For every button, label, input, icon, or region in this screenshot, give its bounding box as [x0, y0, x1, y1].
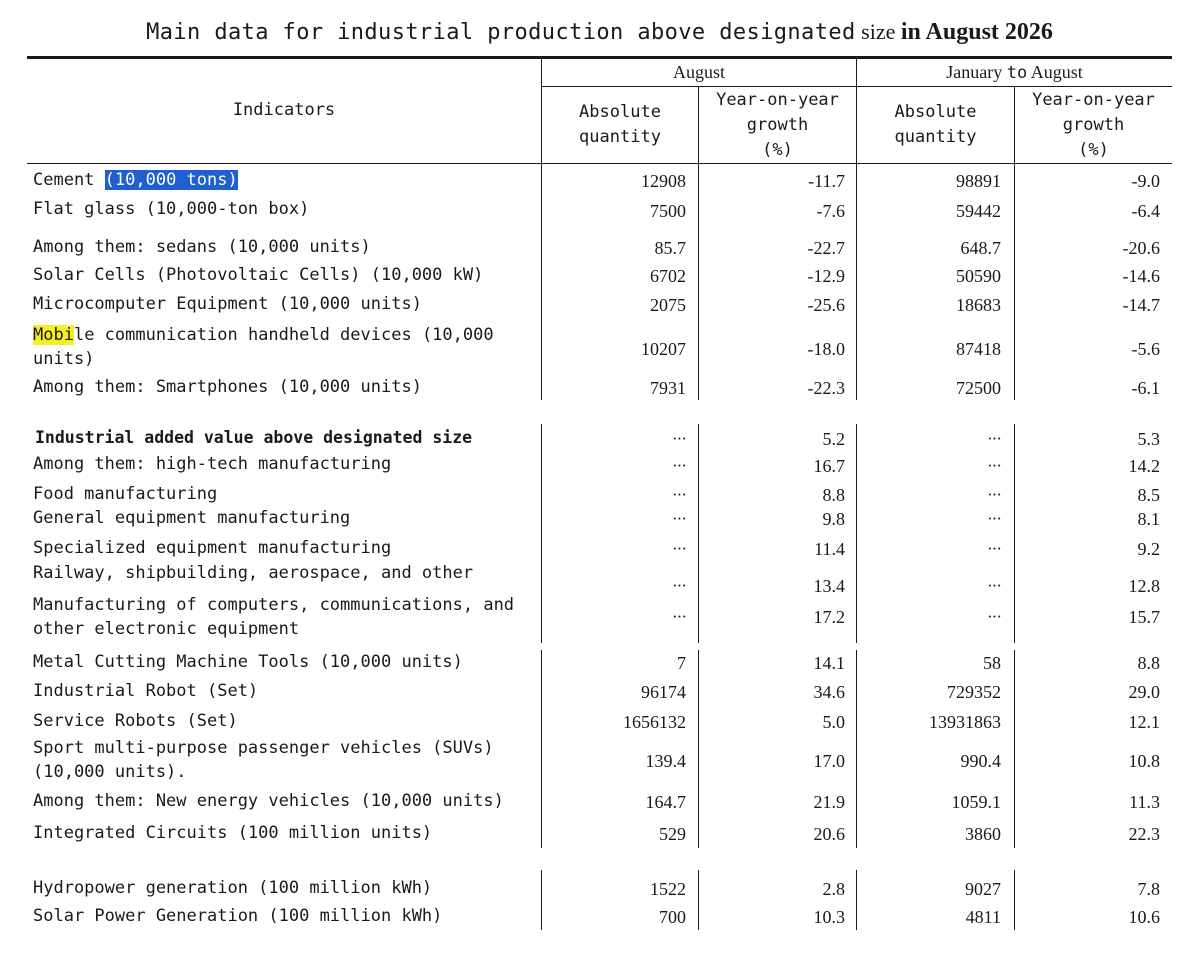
row-label-integrated-circuits[interactable]: Integrated Circuits (100 million units)	[33, 823, 433, 843]
aug-yoy-header-line1: Year-on-year	[716, 90, 839, 110]
row-label-general-equipment[interactable]: General equipment manufacturing	[33, 508, 351, 528]
aug-yoy-header	[699, 88, 856, 163]
cell-aug-yoy: 5.2	[822, 429, 845, 449]
title-part2: size	[861, 19, 896, 44]
cell-ytd-yoy: 5.3	[1137, 429, 1160, 449]
cell-aug-yoy: -22.3	[807, 378, 845, 398]
cell-aug-abs: ···	[672, 509, 686, 528]
cell-aug-abs: 164.7	[645, 792, 686, 812]
cell-ytd-yoy: 8.5	[1137, 485, 1160, 505]
cell-aug-yoy: -22.7	[807, 238, 845, 258]
cell-aug-yoy: 8.8	[822, 485, 845, 505]
cell-ytd-abs: 87418	[956, 339, 1001, 359]
cell-aug-yoy: -25.6	[807, 295, 845, 315]
cell-aug-yoy: 10.3	[813, 907, 845, 927]
cell-ytd-abs: 58	[983, 653, 1001, 673]
cell-aug-yoy: 11.4	[814, 539, 845, 559]
body-vline-a-block1	[541, 164, 542, 400]
cell-ytd-yoy: 12.1	[1128, 712, 1160, 732]
aug-yoy-header-line2: growth	[746, 115, 809, 135]
row-label-mobile-rest: le communication handheld devices (10,000 units)	[33, 325, 494, 369]
cell-ytd-abs: 98891	[956, 171, 1001, 191]
cell-aug-yoy: 17.0	[813, 751, 845, 771]
cell-ytd-yoy: 9.2	[1137, 539, 1160, 559]
body-vline-b-block1	[698, 164, 699, 400]
cell-ytd-abs: 18683	[956, 295, 1001, 315]
row-label-industrial-added-value[interactable]: Industrial added value above designated size	[35, 428, 473, 447]
title-part1: Main data for industrial production above designated	[146, 20, 856, 45]
body-vline-d-block2	[1014, 424, 1015, 643]
cell-aug-abs: ···	[672, 456, 686, 475]
cell-aug-yoy: 2.8	[822, 879, 845, 899]
cell-ytd-abs: ···	[987, 485, 1001, 504]
row-label-smartphones[interactable]: Among them: Smartphones (10,000 units)	[33, 377, 422, 397]
cell-ytd-abs: 648.7	[960, 238, 1001, 258]
cell-ytd-abs: ···	[987, 576, 1001, 595]
row-label-microcomputer[interactable]: Microcomputer Equipment (10,000 units)	[33, 294, 422, 314]
ytd-abs-header-line2: quantity	[894, 127, 977, 147]
row-label-specialized-equipment[interactable]: Specialized equipment manufacturing	[33, 538, 392, 558]
body-vline-a-block3	[541, 650, 542, 848]
body-vline-d-block4	[1014, 870, 1015, 930]
row-label-hydropower[interactable]: Hydropower generation (100 million kWh)	[33, 878, 433, 898]
cell-aug-yoy: 13.4	[813, 576, 845, 596]
body-vline-b-block4	[698, 870, 699, 930]
cell-ytd-yoy: 10.6	[1128, 907, 1160, 927]
row-label-solar-power[interactable]: Solar Power Generation (100 million kWh)	[33, 906, 443, 926]
row-label-industrial-robot[interactable]: Industrial Robot (Set)	[33, 681, 259, 701]
cell-ytd-abs: 3860	[965, 824, 1001, 844]
body-vline-b-block3	[698, 650, 699, 848]
cell-ytd-yoy: -14.6	[1122, 266, 1160, 286]
body-vline-c-block4	[856, 870, 857, 930]
cell-ytd-yoy: -20.6	[1122, 238, 1160, 258]
body-vline-a-block4	[541, 870, 542, 930]
ytd-yoy-header-line1: Year-on-year	[1032, 90, 1155, 110]
cell-aug-abs: 7931	[650, 378, 686, 398]
cell-aug-yoy: -12.9	[807, 266, 845, 286]
aug-yoy-header-line3: (%)	[762, 140, 793, 160]
cell-ytd-yoy: 29.0	[1128, 682, 1160, 702]
cell-ytd-abs: 50590	[956, 266, 1001, 286]
body-vline-d-block1	[1014, 164, 1015, 400]
cell-ytd-yoy: 22.3	[1128, 824, 1160, 844]
row-label-metal-cutting[interactable]: Metal Cutting Machine Tools (10,000 units)	[33, 652, 463, 672]
aug-abs-header-line1: Absolute	[579, 102, 661, 122]
cell-ytd-yoy: -6.1	[1131, 378, 1160, 398]
cell-aug-abs: ···	[672, 429, 686, 448]
row-label-flat-glass[interactable]: Flat glass (10,000-ton box)	[33, 199, 310, 219]
aug-abs-header	[542, 100, 698, 150]
cell-aug-yoy: 34.6	[813, 682, 845, 702]
cell-ytd-yoy: -9.0	[1131, 171, 1160, 191]
body-vline-c-block3	[856, 650, 857, 848]
row-label-computers-electronics[interactable]: Manufacturing of computers, communications, and other electronic equipment	[33, 595, 515, 639]
cell-ytd-yoy: 14.2	[1128, 456, 1160, 476]
cell-aug-yoy: 5.0	[822, 712, 845, 732]
row-label-service-robots[interactable]: Service Robots (Set)	[33, 711, 238, 731]
row-label-cement-text: Cement	[33, 170, 105, 190]
cell-aug-yoy: 17.2	[813, 607, 845, 627]
cell-ytd-yoy: 15.7	[1128, 607, 1160, 627]
cell-ytd-yoy: 10.8	[1128, 751, 1160, 771]
body-vline-b-block2	[698, 424, 699, 643]
august-group-header: August	[672, 62, 725, 82]
cell-ytd-abs: 990.4	[960, 751, 1001, 771]
cell-ytd-yoy: 8.8	[1137, 653, 1160, 673]
row-label-railway[interactable]: Railway, shipbuilding, aerospace, and other	[33, 563, 474, 583]
cell-aug-abs: 139.4	[645, 751, 686, 771]
body-vline-c-block2	[856, 424, 857, 643]
aug-abs-header-line2: quantity	[579, 127, 661, 147]
cell-aug-abs: 2075	[650, 295, 686, 315]
cell-aug-abs: ···	[672, 485, 686, 504]
cell-ytd-abs: 4811	[965, 907, 1001, 927]
header-bottom-rule	[27, 163, 1172, 164]
cell-aug-abs: 7500	[650, 201, 686, 221]
cell-aug-yoy: -18.0	[807, 339, 845, 359]
cell-ytd-abs: 59442	[956, 201, 1001, 221]
ytd-abs-header-line1: Absolute	[894, 102, 977, 122]
cell-aug-abs: 700	[659, 907, 686, 927]
row-label-solar-cells[interactable]: Solar Cells (Photovoltaic Cells) (10,000 kW)	[33, 265, 484, 285]
cell-ytd-abs: ···	[987, 429, 1001, 448]
cell-aug-abs: 1656132	[623, 712, 686, 732]
row-label-new-energy-vehicles[interactable]: Among them: New energy vehicles (10,000 units)	[33, 791, 504, 811]
cell-ytd-yoy: 8.1	[1137, 509, 1160, 529]
row-label-mobile-devices[interactable]	[33, 323, 508, 371]
ytd-yoy-header	[1015, 88, 1172, 163]
selected-text[interactable]: (10,000 tons)	[104, 170, 238, 190]
ytd-yoy-header-line3: (%)	[1078, 140, 1109, 160]
row-label-sedans[interactable]: Among them: sedans (10,000 units)	[33, 237, 371, 257]
cell-ytd-yoy: -14.7	[1122, 295, 1160, 315]
row-label-cement[interactable]	[33, 168, 518, 192]
row-label-high-tech[interactable]: Among them: high-tech manufacturing	[33, 454, 392, 474]
table-top-rule	[27, 56, 1172, 59]
body-vline-c-block1	[856, 164, 857, 400]
cell-aug-abs: 7	[677, 653, 686, 673]
cell-aug-yoy: 9.8	[822, 509, 845, 529]
cell-aug-abs: 6702	[650, 266, 686, 286]
ytd-yoy-header-line2: growth	[1062, 115, 1125, 135]
page-title	[0, 16, 1199, 49]
cell-aug-abs: ···	[672, 607, 686, 626]
ytd-group-word1: January	[946, 62, 1003, 82]
cell-ytd-abs: 1059.1	[951, 792, 1001, 812]
cell-aug-yoy: -11.7	[808, 171, 845, 191]
ytd-group-header	[857, 60, 1172, 86]
ytd-group-word3: August	[1030, 62, 1083, 82]
ytd-abs-header	[857, 100, 1014, 150]
cell-aug-yoy: 20.6	[813, 824, 845, 844]
cell-ytd-yoy: -5.6	[1131, 339, 1160, 359]
cell-ytd-abs: ···	[987, 456, 1001, 475]
cell-aug-yoy: 16.7	[813, 456, 845, 476]
title-part3: in August 2026	[900, 19, 1053, 45]
row-label-suvs[interactable]: Sport multi-purpose passenger vehicles (SUVs) (10,000 units).	[33, 738, 494, 782]
cell-aug-yoy: 21.9	[813, 792, 845, 812]
cell-aug-abs: 529	[659, 824, 686, 844]
row-label-food[interactable]: Food manufacturing	[33, 484, 218, 504]
cell-ytd-yoy: -6.4	[1131, 201, 1160, 221]
highlighted-text[interactable]: Mobi	[33, 325, 74, 345]
cell-ytd-abs: ···	[987, 539, 1001, 558]
cell-ytd-yoy: 7.8	[1137, 879, 1160, 899]
indicators-header: Indicators	[232, 100, 336, 120]
cell-aug-yoy: 14.1	[813, 653, 845, 673]
cell-aug-abs: 85.7	[654, 238, 686, 258]
cell-aug-abs: 96174	[641, 682, 686, 702]
cell-aug-abs: 10207	[641, 339, 686, 359]
ytd-group-word2: to	[1006, 63, 1028, 83]
cell-aug-abs: ···	[672, 576, 686, 595]
cell-aug-abs: 12908	[641, 171, 686, 191]
cell-ytd-abs: 72500	[956, 378, 1001, 398]
cell-ytd-abs: 729352	[947, 682, 1001, 702]
cell-aug-abs: ···	[672, 539, 686, 558]
body-vline-a-block2	[541, 424, 542, 643]
cell-ytd-yoy: 11.3	[1129, 792, 1160, 812]
cell-aug-abs: 1522	[650, 879, 686, 899]
cell-ytd-abs: 13931863	[929, 712, 1001, 732]
cell-ytd-yoy: 12.8	[1128, 576, 1160, 596]
cell-ytd-abs: ···	[987, 509, 1001, 528]
cell-ytd-abs: 9027	[965, 879, 1001, 899]
body-vline-d-block3	[1014, 650, 1015, 848]
cell-aug-yoy: -7.6	[816, 201, 845, 221]
cell-ytd-abs: ···	[987, 607, 1001, 626]
